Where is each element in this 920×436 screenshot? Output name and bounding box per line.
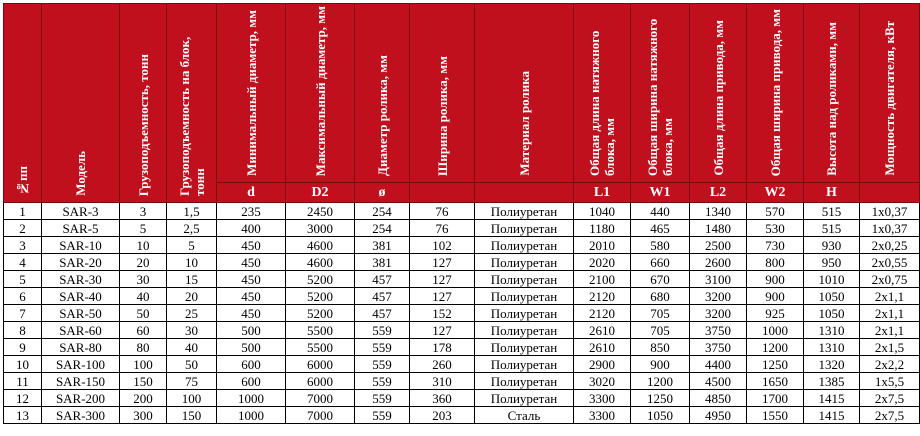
cell-roller-diameter: 559 — [355, 339, 410, 356]
cell-roller-width: 127 — [410, 322, 475, 339]
cell-min-diameter: 450 — [217, 271, 286, 288]
header-capacity-block: Грузоподъемность на блок, тонн — [167, 4, 217, 203]
cell-capacity-block: 1,5 — [167, 203, 217, 220]
cell-drive-length: 1480 — [690, 220, 747, 237]
cell-model: SAR-300 — [42, 407, 120, 424]
table-row — [4, 220, 920, 237]
cell-roller-diameter: 457 — [355, 305, 410, 322]
spec-table — [3, 3, 920, 424]
cell-height-over-rollers: 1050 — [804, 288, 860, 305]
cell-drive-length: 3200 — [690, 305, 747, 322]
cell-min-diameter: 450 — [217, 305, 286, 322]
cell-height-over-rollers: 1050 — [804, 305, 860, 322]
cell-capacity-block: 25 — [167, 305, 217, 322]
cell-drive-width: 900 — [747, 271, 804, 288]
cell-num: 6 — [4, 288, 42, 305]
cell-min-diameter: 400 — [217, 220, 286, 237]
cell-num: 13 — [4, 407, 42, 424]
cell-height-over-rollers: 1415 — [804, 390, 860, 407]
cell-roller-material: Полиуретан — [475, 356, 574, 373]
cell-drive-length: 4850 — [690, 390, 747, 407]
cell-capacity: 20 — [120, 254, 167, 271]
cell-capacity: 300 — [120, 407, 167, 424]
header-num: №пп — [4, 4, 42, 203]
cell-roller-material: Сталь — [475, 407, 574, 424]
cell-num: 1 — [4, 203, 42, 220]
cell-tension-length: 2610 — [574, 322, 631, 339]
subheader-roller-width — [410, 183, 475, 203]
table-row — [4, 390, 920, 407]
cell-capacity: 30 — [120, 271, 167, 288]
cell-tension-length: 2020 — [574, 254, 631, 271]
cell-min-diameter: 235 — [217, 203, 286, 220]
cell-motor-power: 2x2,2 — [860, 356, 920, 373]
cell-drive-length: 3750 — [690, 322, 747, 339]
cell-tension-width: 670 — [631, 271, 690, 288]
cell-motor-power: 1x0,37 — [860, 220, 920, 237]
table-row — [4, 356, 920, 373]
cell-model: SAR-10 — [42, 237, 120, 254]
cell-capacity-block: 20 — [167, 288, 217, 305]
cell-min-diameter: 600 — [217, 373, 286, 390]
cell-height-over-rollers: 950 — [804, 254, 860, 271]
cell-drive-width: 1700 — [747, 390, 804, 407]
cell-max-diameter: 4600 — [286, 237, 355, 254]
cell-tension-length: 2120 — [574, 305, 631, 322]
cell-drive-length: 2500 — [690, 237, 747, 254]
cell-model: SAR-100 — [42, 356, 120, 373]
cell-num: 10 — [4, 356, 42, 373]
cell-motor-power: 2x1,1 — [860, 305, 920, 322]
cell-roller-material: Полиуретан — [475, 339, 574, 356]
cell-tension-width: 900 — [631, 356, 690, 373]
cell-drive-length: 3100 — [690, 271, 747, 288]
cell-max-diameter: 4600 — [286, 254, 355, 271]
cell-drive-width: 1000 — [747, 322, 804, 339]
header-capacity: Грузоподъемность, тонн — [120, 4, 167, 203]
cell-roller-diameter: 559 — [355, 373, 410, 390]
cell-motor-power: 2x1,5 — [860, 339, 920, 356]
header-roller-material: Материал ролика — [475, 4, 574, 183]
cell-capacity: 5 — [120, 220, 167, 237]
cell-tension-width: 580 — [631, 237, 690, 254]
cell-min-diameter: 500 — [217, 322, 286, 339]
header-drive-length: Общая длина привода, мм — [690, 4, 747, 183]
table-row — [4, 407, 920, 424]
cell-roller-width: 260 — [410, 356, 475, 373]
cell-min-diameter: 450 — [217, 288, 286, 305]
cell-model: SAR-80 — [42, 339, 120, 356]
cell-num: 8 — [4, 322, 42, 339]
cell-roller-material: Полиуретан — [475, 254, 574, 271]
cell-tension-width: 1250 — [631, 390, 690, 407]
cell-min-diameter: 600 — [217, 356, 286, 373]
table-row — [4, 271, 920, 288]
cell-min-diameter: 1000 — [217, 390, 286, 407]
cell-tension-length: 2610 — [574, 339, 631, 356]
cell-height-over-rollers: 930 — [804, 237, 860, 254]
cell-height-over-rollers: 515 — [804, 203, 860, 220]
cell-model: SAR-50 — [42, 305, 120, 322]
cell-max-diameter: 7000 — [286, 390, 355, 407]
table-row — [4, 203, 920, 220]
cell-capacity-block: 75 — [167, 373, 217, 390]
cell-tension-length: 2010 — [574, 237, 631, 254]
cell-roller-material: Полиуретан — [475, 203, 574, 220]
cell-capacity: 50 — [120, 305, 167, 322]
header-tension-length: Общая длина натяжного блока, мм — [574, 4, 631, 183]
subheader-max-diameter: D2 — [286, 183, 355, 203]
cell-capacity-block: 10 — [167, 254, 217, 271]
cell-capacity: 200 — [120, 390, 167, 407]
cell-max-diameter: 5200 — [286, 288, 355, 305]
cell-tension-width: 705 — [631, 322, 690, 339]
table-row — [4, 305, 920, 322]
cell-roller-width: 127 — [410, 271, 475, 288]
cell-drive-width: 1200 — [747, 339, 804, 356]
cell-roller-material: Полиуретан — [475, 237, 574, 254]
cell-drive-length: 3200 — [690, 288, 747, 305]
table-row — [4, 237, 920, 254]
cell-roller-diameter: 559 — [355, 390, 410, 407]
cell-capacity: 60 — [120, 322, 167, 339]
cell-motor-power: 2x1,1 — [860, 288, 920, 305]
cell-height-over-rollers: 1320 — [804, 356, 860, 373]
header-roller-width: Ширина ролика, мм — [410, 4, 475, 183]
cell-capacity-block: 50 — [167, 356, 217, 373]
cell-capacity-block: 150 — [167, 407, 217, 424]
cell-roller-material: Полиуретан — [475, 305, 574, 322]
cell-roller-diameter: 254 — [355, 203, 410, 220]
cell-roller-diameter: 381 — [355, 254, 410, 271]
header-height-over-rollers: Высота над роликами, мм — [804, 4, 860, 183]
cell-drive-width: 1250 — [747, 356, 804, 373]
cell-capacity-block: 15 — [167, 271, 217, 288]
cell-capacity-block: 40 — [167, 339, 217, 356]
header-model: Модель — [42, 4, 120, 203]
cell-roller-width: 127 — [410, 254, 475, 271]
cell-model: SAR-5 — [42, 220, 120, 237]
cell-tension-width: 660 — [631, 254, 690, 271]
cell-drive-length: 4400 — [690, 356, 747, 373]
header-min-diameter: Минимальный диаметр, мм — [217, 4, 286, 183]
cell-roller-width: 127 — [410, 288, 475, 305]
cell-capacity: 80 — [120, 339, 167, 356]
cell-min-diameter: 500 — [217, 339, 286, 356]
cell-roller-diameter: 457 — [355, 271, 410, 288]
cell-drive-length: 4500 — [690, 373, 747, 390]
cell-tension-length: 2120 — [574, 288, 631, 305]
cell-roller-diameter: 457 — [355, 288, 410, 305]
cell-min-diameter: 450 — [217, 254, 286, 271]
cell-max-diameter: 3000 — [286, 220, 355, 237]
cell-roller-material: Полиуретан — [475, 390, 574, 407]
cell-drive-length: 1340 — [690, 203, 747, 220]
cell-height-over-rollers: 1310 — [804, 339, 860, 356]
cell-model: SAR-40 — [42, 288, 120, 305]
cell-height-over-rollers: 1415 — [804, 407, 860, 424]
header-tension-width: Общая ширина натяжного блока, мм — [631, 4, 690, 183]
cell-roller-width: 102 — [410, 237, 475, 254]
cell-num: 4 — [4, 254, 42, 271]
cell-roller-diameter: 559 — [355, 356, 410, 373]
cell-capacity: 40 — [120, 288, 167, 305]
cell-motor-power: 2x0,25 — [860, 237, 920, 254]
table-row — [4, 254, 920, 271]
cell-drive-length: 4950 — [690, 407, 747, 424]
subheader-drive-width: W2 — [747, 183, 804, 203]
subheader-drive-length: L2 — [690, 183, 747, 203]
cell-tension-width: 1050 — [631, 407, 690, 424]
table-row — [4, 322, 920, 339]
cell-model: SAR-200 — [42, 390, 120, 407]
cell-capacity-block: 2,5 — [167, 220, 217, 237]
cell-motor-power: 2x0,55 — [860, 254, 920, 271]
cell-num: 2 — [4, 220, 42, 237]
subheader-tension-width: W1 — [631, 183, 690, 203]
cell-height-over-rollers: 1010 — [804, 271, 860, 288]
cell-max-diameter: 6000 — [286, 356, 355, 373]
cell-capacity: 10 — [120, 237, 167, 254]
cell-max-diameter: 5200 — [286, 271, 355, 288]
cell-roller-width: 76 — [410, 220, 475, 237]
cell-model: SAR-20 — [42, 254, 120, 271]
cell-drive-width: 900 — [747, 288, 804, 305]
cell-drive-width: 530 — [747, 220, 804, 237]
table-row — [4, 373, 920, 390]
cell-roller-diameter: 381 — [355, 237, 410, 254]
cell-roller-width: 203 — [410, 407, 475, 424]
cell-max-diameter: 7000 — [286, 407, 355, 424]
cell-tension-length: 3300 — [574, 407, 631, 424]
cell-drive-width: 730 — [747, 237, 804, 254]
cell-roller-width: 178 — [410, 339, 475, 356]
cell-num: 3 — [4, 237, 42, 254]
subheader-tension-length: L1 — [574, 183, 631, 203]
subheader-min-diameter: d — [217, 183, 286, 203]
table-row — [4, 288, 920, 305]
cell-height-over-rollers: 1385 — [804, 373, 860, 390]
cell-model: SAR-60 — [42, 322, 120, 339]
cell-tension-width: 680 — [631, 288, 690, 305]
subheader-height-over-rollers: H — [804, 183, 860, 203]
cell-capacity-block: 30 — [167, 322, 217, 339]
header-row — [4, 4, 920, 183]
cell-tension-length: 1180 — [574, 220, 631, 237]
cell-tension-length: 2900 — [574, 356, 631, 373]
cell-drive-width: 1550 — [747, 407, 804, 424]
cell-max-diameter: 6000 — [286, 373, 355, 390]
cell-roller-material: Полиуретан — [475, 373, 574, 390]
cell-tension-length: 3020 — [574, 373, 631, 390]
cell-motor-power: 2x1,1 — [860, 322, 920, 339]
cell-roller-material: Полиуретан — [475, 288, 574, 305]
cell-capacity: 100 — [120, 356, 167, 373]
cell-capacity-block: 100 — [167, 390, 217, 407]
cell-capacity: 150 — [120, 373, 167, 390]
cell-num: 7 — [4, 305, 42, 322]
cell-roller-diameter: 254 — [355, 220, 410, 237]
cell-num: 9 — [4, 339, 42, 356]
header-drive-width: Общая ширина привода, мм — [747, 4, 804, 183]
cell-min-diameter: 1000 — [217, 407, 286, 424]
cell-tension-width: 440 — [631, 203, 690, 220]
cell-drive-length: 3750 — [690, 339, 747, 356]
cell-model: SAR-150 — [42, 373, 120, 390]
cell-tension-length: 1040 — [574, 203, 631, 220]
cell-drive-width: 570 — [747, 203, 804, 220]
cell-height-over-rollers: 1310 — [804, 322, 860, 339]
subheader-motor-power — [860, 183, 920, 203]
subheader-roller-material — [475, 183, 574, 203]
cell-capacity: 3 — [120, 203, 167, 220]
cell-max-diameter: 2450 — [286, 203, 355, 220]
cell-tension-width: 465 — [631, 220, 690, 237]
cell-max-diameter: 5200 — [286, 305, 355, 322]
cell-tension-length: 3300 — [574, 390, 631, 407]
cell-drive-width: 1650 — [747, 373, 804, 390]
cell-roller-material: Полиуретан — [475, 271, 574, 288]
cell-num: 12 — [4, 390, 42, 407]
cell-tension-width: 850 — [631, 339, 690, 356]
cell-drive-length: 2600 — [690, 254, 747, 271]
table-row — [4, 339, 920, 356]
cell-motor-power: 2x0,75 — [860, 271, 920, 288]
cell-num: 11 — [4, 373, 42, 390]
cell-max-diameter: 5500 — [286, 322, 355, 339]
table-body — [4, 203, 920, 424]
cell-roller-width: 152 — [410, 305, 475, 322]
cell-roller-diameter: 559 — [355, 407, 410, 424]
cell-tension-width: 1200 — [631, 373, 690, 390]
cell-capacity-block: 5 — [167, 237, 217, 254]
cell-height-over-rollers: 515 — [804, 220, 860, 237]
cell-tension-width: 705 — [631, 305, 690, 322]
cell-roller-material: Полиуретан — [475, 322, 574, 339]
cell-min-diameter: 450 — [217, 237, 286, 254]
cell-roller-material: Полиуретан — [475, 220, 574, 237]
cell-roller-width: 360 — [410, 390, 475, 407]
cell-model: SAR-3 — [42, 203, 120, 220]
subheader-roller-diameter: ø — [355, 183, 410, 203]
cell-num: 5 — [4, 271, 42, 288]
spec-table-container — [3, 3, 920, 424]
cell-roller-diameter: 559 — [355, 322, 410, 339]
cell-tension-length: 2100 — [574, 271, 631, 288]
cell-motor-power: 2x7,5 — [860, 407, 920, 424]
cell-roller-width: 76 — [410, 203, 475, 220]
cell-drive-width: 925 — [747, 305, 804, 322]
cell-motor-power: 1x0,37 — [860, 203, 920, 220]
header-roller-diameter: Диаметр ролика, мм — [355, 4, 410, 183]
cell-model: SAR-30 — [42, 271, 120, 288]
cell-max-diameter: 5500 — [286, 339, 355, 356]
cell-motor-power: 2x7,5 — [860, 390, 920, 407]
header-max-diameter: Максимальный диаметр, мм — [286, 4, 355, 183]
table-header — [4, 4, 920, 203]
cell-drive-width: 800 — [747, 254, 804, 271]
cell-motor-power: 1x5,5 — [860, 373, 920, 390]
cell-roller-width: 310 — [410, 373, 475, 390]
header-motor-power: Мощность двигателя, кВт — [860, 4, 920, 183]
